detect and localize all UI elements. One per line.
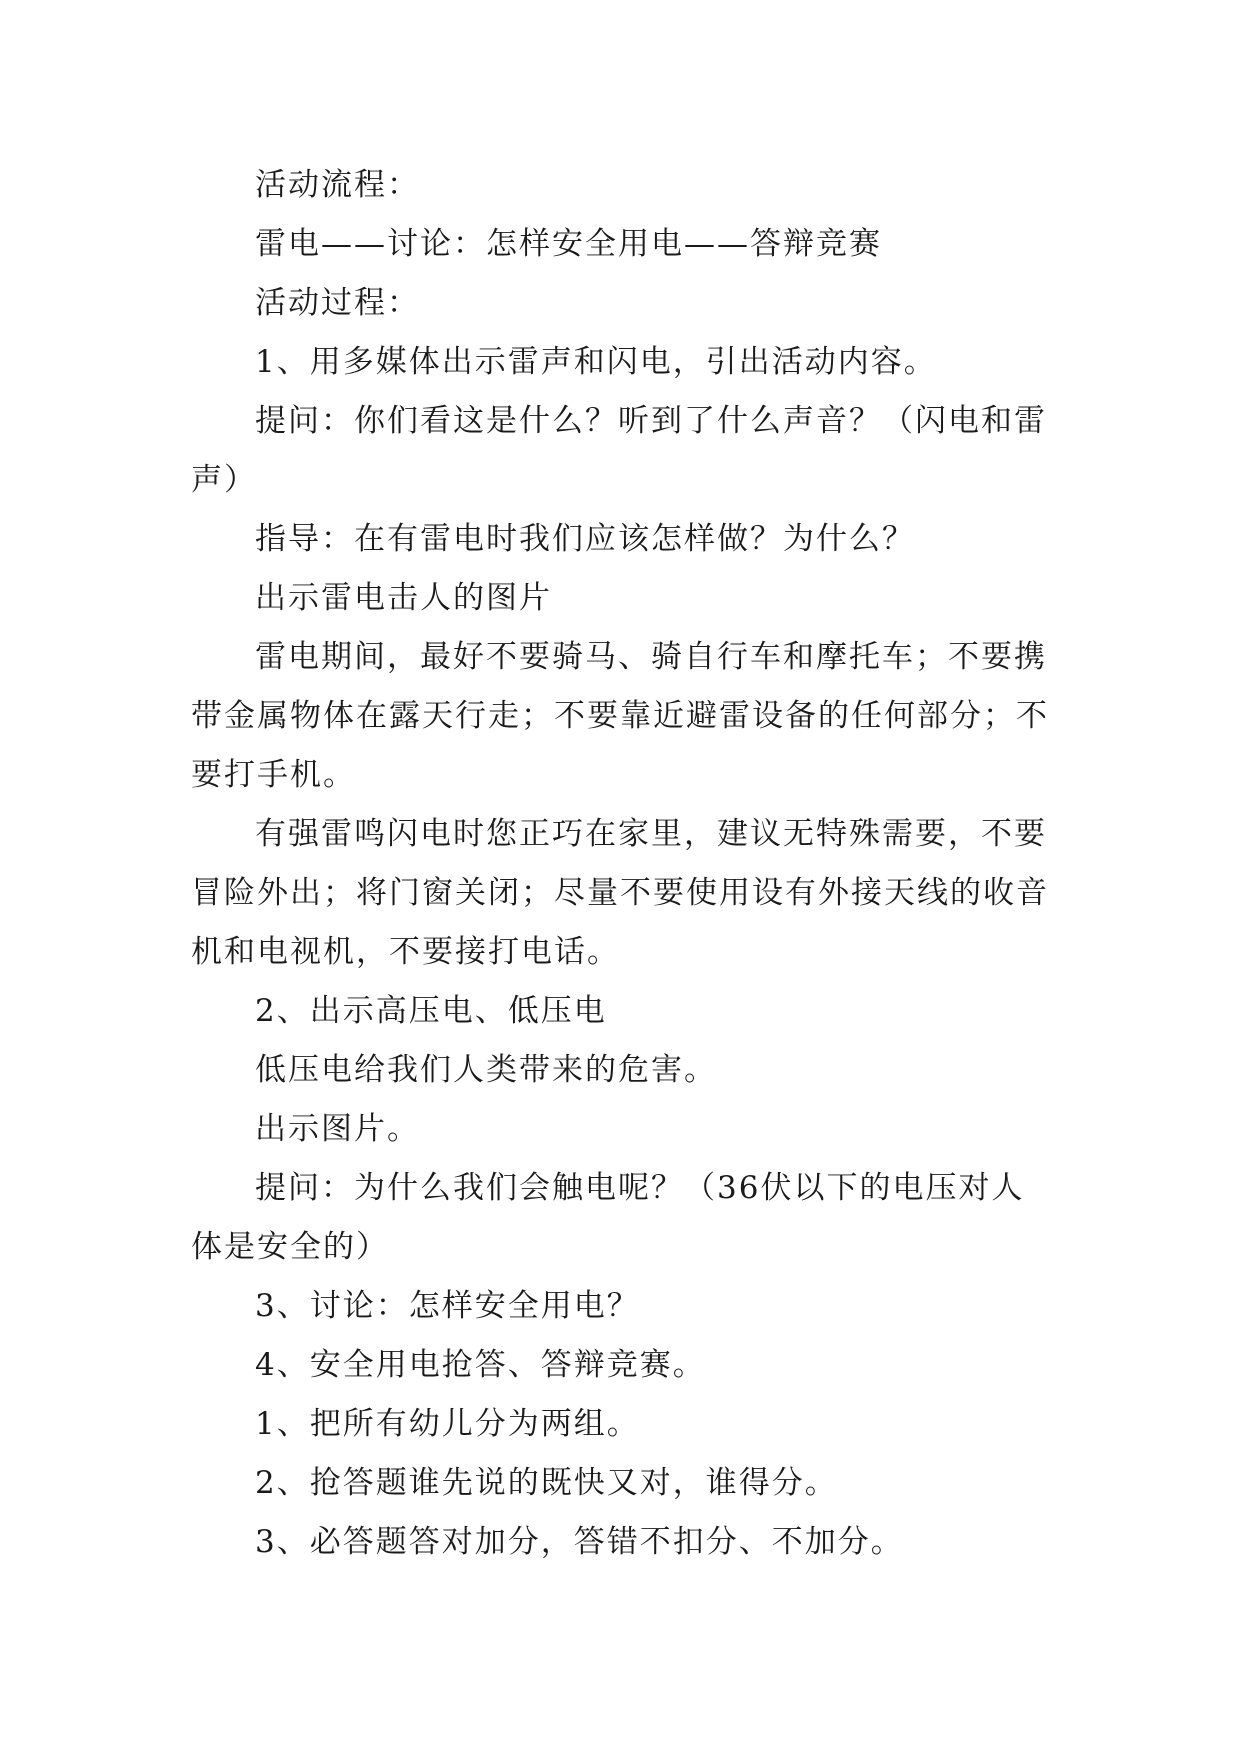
paragraph-show-picture: 出示雷电击人的图片 [255,580,552,616]
document-body [191,156,1053,1572]
paragraph-guidance: 指导：在有雷电时我们应该怎样做？为什么？ [255,521,915,557]
paragraph-rule-1: 1、把所有幼儿分为两组。 [255,1406,640,1442]
paragraph-thunder-outdoor: 雷电期间，最好不要骑马、骑自行车和摩托车；不要携带金属物体在露天行走；不要靠近避雷设备的任何部分；不要打手机。 [191,639,1049,793]
paragraph-step-2: 2、出示高压电、低压电 [255,993,607,1029]
paragraph-rule-3: 3、必答题答对加分，答错不扣分、不加分。 [255,1524,904,1560]
paragraph-process-heading: 活动过程： [255,285,420,321]
paragraph-thunder-home: 有强雷鸣闪电时您正巧在家里，建议无特殊需要，不要冒险外出；将门窗关闭；尽量不要使用设有外接天线的收音机和电视机，不要接打电话。 [191,816,1049,970]
paragraph-step-3: 3、讨论：怎样安全用电？ [255,1288,640,1324]
paragraph-low-voltage: 低压电给我们人类带来的危害。 [255,1052,717,1088]
paragraph-step-1: 1、用多媒体出示雷声和闪电，引出活动内容。 [255,344,937,380]
paragraph-question-1: 提问：你们看这是什么？听到了什么声音？（闪电和雷声） [191,403,1047,498]
paragraph-question-2: 提问：为什么我们会触电呢？（36伏以下的电压对人体是安全的） [191,1170,1025,1265]
paragraph-flow-heading: 活动流程： [255,167,420,203]
paragraph-show-pictures: 出示图片。 [255,1111,420,1147]
paragraph-step-4: 4、安全用电抢答、答辩竞赛。 [255,1347,706,1383]
paragraph-flow-steps: 雷电——讨论：怎样安全用电——答辩竞赛 [255,226,882,262]
paragraph-rule-2: 2、抢答题谁先说的既快又对，谁得分。 [255,1465,838,1501]
